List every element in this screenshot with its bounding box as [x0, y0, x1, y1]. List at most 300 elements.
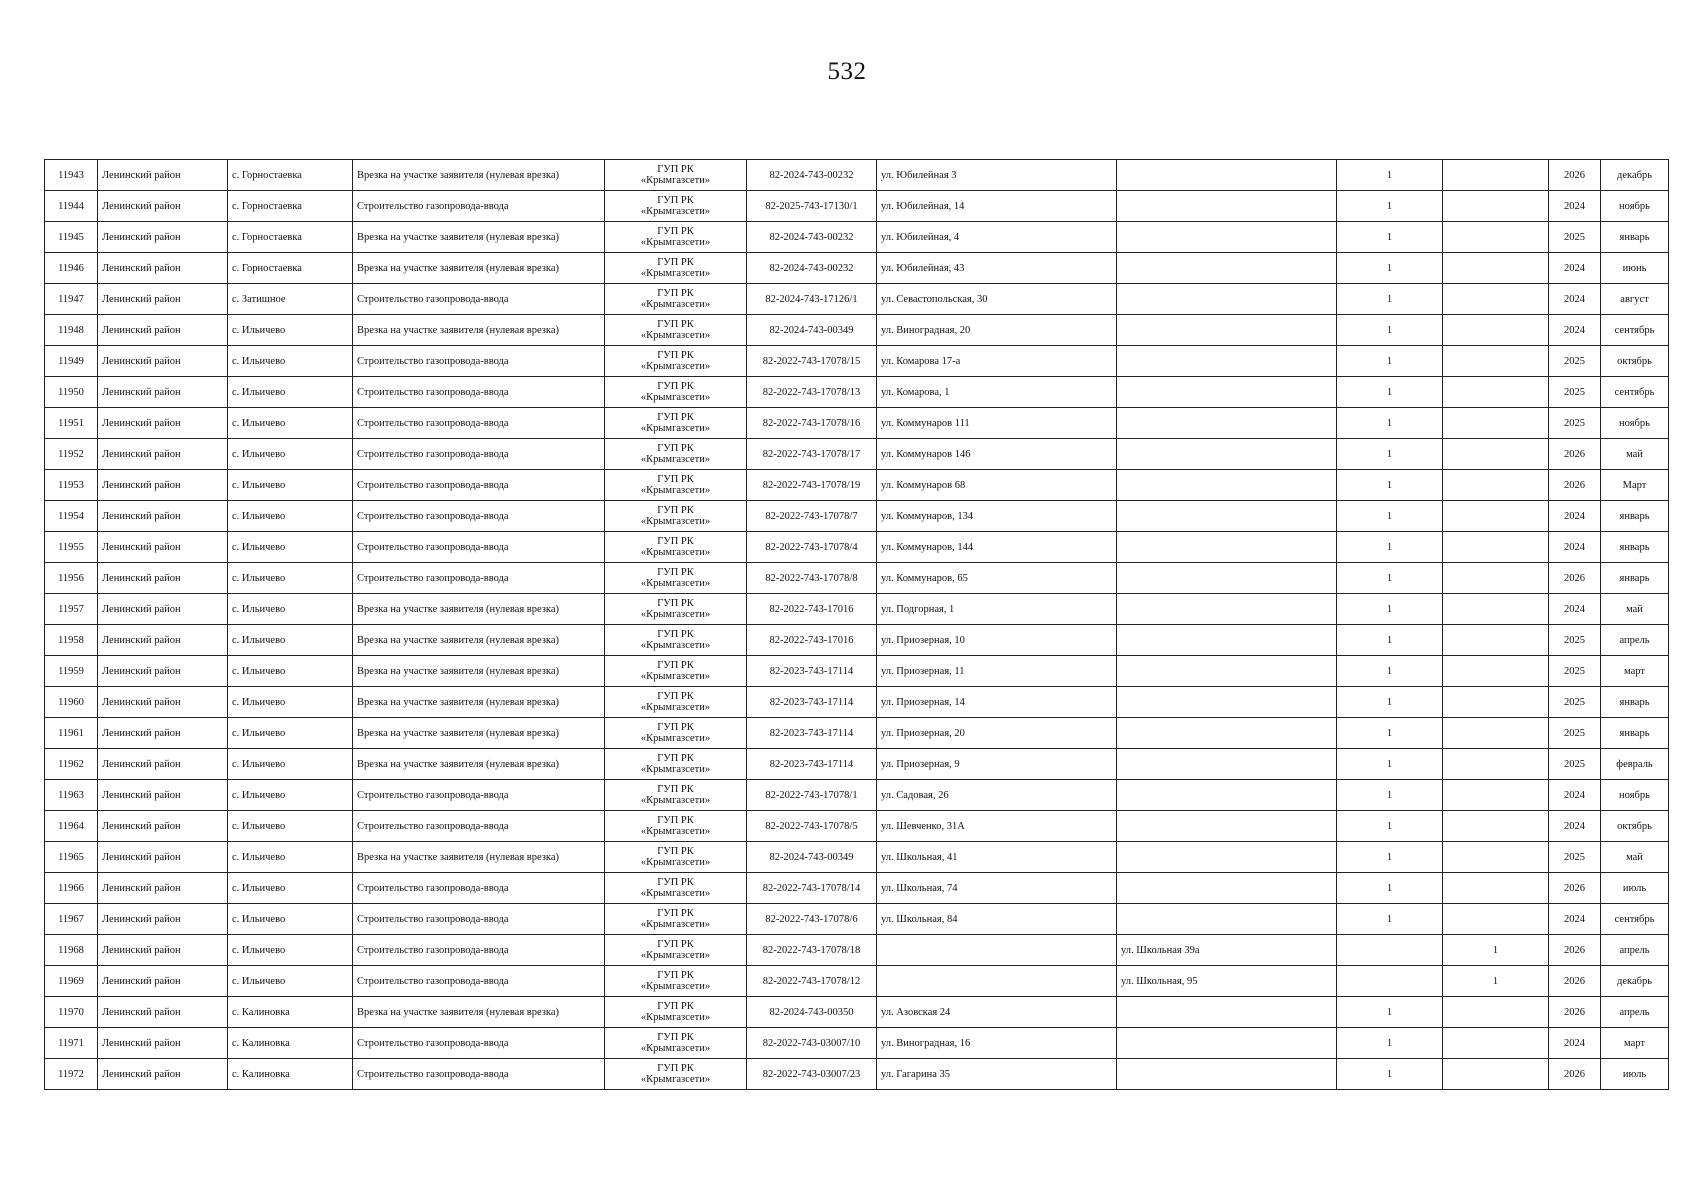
- row-number: 11968: [45, 935, 98, 966]
- quantity-cell: 1: [1337, 1028, 1443, 1059]
- quantity-alt-cell: [1443, 470, 1549, 501]
- district-cell: Ленинский район: [98, 1028, 228, 1059]
- quantity-alt-cell: [1443, 718, 1549, 749]
- organization-line-1: ГУП РК: [657, 815, 694, 826]
- organization-line-1: ГУП РК: [657, 536, 694, 547]
- organization-cell: [605, 470, 747, 501]
- address-alt-cell: [1117, 749, 1337, 780]
- table-row: [45, 904, 1669, 935]
- quantity-alt-cell: [1443, 904, 1549, 935]
- application-code-cell: 82-2022-743-17078/6: [747, 904, 877, 935]
- organization-cell: [605, 656, 747, 687]
- table-row: [45, 191, 1669, 222]
- table-row: [45, 997, 1669, 1028]
- address-cell: ул. Приозерная, 9: [877, 749, 1117, 780]
- work-type-cell: Строительство газопровода-ввода: [353, 346, 605, 377]
- organization-line-1: ГУП РК: [657, 908, 694, 919]
- quantity-alt-cell: [1443, 687, 1549, 718]
- organization-line-2: «Крымгазсети»: [640, 857, 711, 868]
- row-number: 11971: [45, 1028, 98, 1059]
- table-row: [45, 222, 1669, 253]
- settlement-cell: с. Ильичево: [228, 749, 353, 780]
- month-cell: январь: [1601, 222, 1669, 253]
- settlement-cell: с. Ильичево: [228, 501, 353, 532]
- year-cell: 2026: [1549, 1059, 1601, 1090]
- organization-line-1: ГУП РК: [657, 877, 694, 888]
- organization-cell: [605, 811, 747, 842]
- quantity-cell: 1: [1337, 191, 1443, 222]
- organization-cell: [605, 873, 747, 904]
- organization-line-1: ГУП РК: [657, 505, 694, 516]
- month-cell: октябрь: [1601, 811, 1669, 842]
- address-cell: ул. Юбилейная, 14: [877, 191, 1117, 222]
- application-code-cell: 82-2022-743-17078/15: [747, 346, 877, 377]
- organization-line-2: «Крымгазсети»: [640, 702, 711, 713]
- application-code-cell: 82-2024-743-17126/1: [747, 284, 877, 315]
- table-row: [45, 656, 1669, 687]
- district-cell: Ленинский район: [98, 501, 228, 532]
- table-row: [45, 253, 1669, 284]
- address-alt-cell: [1117, 594, 1337, 625]
- address-alt-cell: [1117, 315, 1337, 346]
- quantity-alt-cell: [1443, 315, 1549, 346]
- application-code-cell: 82-2024-743-00349: [747, 842, 877, 873]
- organization-line-1: ГУП РК: [657, 195, 694, 206]
- settlement-cell: с. Горностаевка: [228, 191, 353, 222]
- address-alt-cell: [1117, 842, 1337, 873]
- row-number: 11954: [45, 501, 98, 532]
- application-code-cell: 82-2023-743-17114: [747, 749, 877, 780]
- month-cell: апрель: [1601, 997, 1669, 1028]
- quantity-alt-cell: [1443, 594, 1549, 625]
- district-cell: Ленинский район: [98, 532, 228, 563]
- row-number: 11958: [45, 625, 98, 656]
- work-type-cell: Врезка на участке заявителя (нулевая врезка): [353, 842, 605, 873]
- organization-line-2: «Крымгазсети»: [640, 950, 711, 961]
- address-cell: ул. Гагарина 35: [877, 1059, 1117, 1090]
- organization-cell: [605, 842, 747, 873]
- application-code-cell: 82-2023-743-17114: [747, 656, 877, 687]
- organization-line-2: «Крымгазсети»: [640, 454, 711, 465]
- address-alt-cell: [1117, 377, 1337, 408]
- quantity-cell: 1: [1337, 346, 1443, 377]
- organization-line-1: ГУП РК: [657, 1001, 694, 1012]
- year-cell: 2026: [1549, 966, 1601, 997]
- row-number: 11955: [45, 532, 98, 563]
- district-cell: Ленинский район: [98, 563, 228, 594]
- year-cell: 2026: [1549, 563, 1601, 594]
- year-cell: 2024: [1549, 253, 1601, 284]
- organization-line-1: ГУП РК: [657, 753, 694, 764]
- address-alt-cell: [1117, 470, 1337, 501]
- organization-cell: [605, 749, 747, 780]
- organization-line-2: «Крымгазсети»: [640, 1012, 711, 1023]
- table-row: [45, 687, 1669, 718]
- month-cell: ноябрь: [1601, 408, 1669, 439]
- organization-cell: [605, 594, 747, 625]
- organization-line-1: ГУП РК: [657, 164, 694, 175]
- month-cell: апрель: [1601, 935, 1669, 966]
- district-cell: Ленинский район: [98, 873, 228, 904]
- organization-line-2: «Крымгазсети»: [640, 1074, 711, 1085]
- settlement-cell: с. Горностаевка: [228, 222, 353, 253]
- address-cell: ул. Коммунаров, 134: [877, 501, 1117, 532]
- quantity-cell: 1: [1337, 625, 1443, 656]
- quantity-alt-cell: [1443, 439, 1549, 470]
- table-row: [45, 780, 1669, 811]
- month-cell: январь: [1601, 501, 1669, 532]
- gasification-table: [44, 159, 1669, 1090]
- address-cell: ул. Приозерная, 20: [877, 718, 1117, 749]
- quantity-cell: 1: [1337, 315, 1443, 346]
- table-row: [45, 563, 1669, 594]
- month-cell: декабрь: [1601, 966, 1669, 997]
- quantity-cell: 1: [1337, 873, 1443, 904]
- application-code-cell: 82-2022-743-17016: [747, 594, 877, 625]
- application-code-cell: 82-2022-743-17078/13: [747, 377, 877, 408]
- address-alt-cell: [1117, 563, 1337, 594]
- year-cell: 2024: [1549, 811, 1601, 842]
- settlement-cell: с. Калиновка: [228, 1028, 353, 1059]
- organization-cell: [605, 222, 747, 253]
- row-number: 11972: [45, 1059, 98, 1090]
- quantity-cell: 1: [1337, 749, 1443, 780]
- row-number: 11965: [45, 842, 98, 873]
- organization-line-1: ГУП РК: [657, 970, 694, 981]
- organization-cell: [605, 718, 747, 749]
- address-alt-cell: [1117, 625, 1337, 656]
- application-code-cell: 82-2022-743-17078/14: [747, 873, 877, 904]
- quantity-cell: 1: [1337, 408, 1443, 439]
- row-number: 11970: [45, 997, 98, 1028]
- month-cell: сентябрь: [1601, 377, 1669, 408]
- quantity-alt-cell: [1443, 1028, 1549, 1059]
- month-cell: октябрь: [1601, 346, 1669, 377]
- year-cell: 2025: [1549, 656, 1601, 687]
- work-type-cell: Строительство газопровода-ввода: [353, 935, 605, 966]
- organization-line-2: «Крымгазсети»: [640, 237, 711, 248]
- settlement-cell: с. Ильичево: [228, 966, 353, 997]
- organization-cell: [605, 563, 747, 594]
- quantity-cell: 1: [1337, 222, 1443, 253]
- work-type-cell: Строительство газопровода-ввода: [353, 408, 605, 439]
- year-cell: 2025: [1549, 625, 1601, 656]
- quantity-cell: 1: [1337, 594, 1443, 625]
- year-cell: 2024: [1549, 532, 1601, 563]
- month-cell: ноябрь: [1601, 780, 1669, 811]
- settlement-cell: с. Ильичево: [228, 377, 353, 408]
- quantity-alt-cell: [1443, 563, 1549, 594]
- address-alt-cell: [1117, 191, 1337, 222]
- application-code-cell: 82-2022-743-17078/7: [747, 501, 877, 532]
- table-row: [45, 284, 1669, 315]
- district-cell: Ленинский район: [98, 1059, 228, 1090]
- month-cell: декабрь: [1601, 160, 1669, 191]
- organization-line-1: ГУП РК: [657, 722, 694, 733]
- address-alt-cell: [1117, 811, 1337, 842]
- quantity-cell: 1: [1337, 656, 1443, 687]
- application-code-cell: 82-2022-743-17078/17: [747, 439, 877, 470]
- district-cell: Ленинский район: [98, 470, 228, 501]
- row-number: 11952: [45, 439, 98, 470]
- address-alt-cell: [1117, 222, 1337, 253]
- table-row: [45, 718, 1669, 749]
- address-alt-cell: [1117, 718, 1337, 749]
- quantity-cell: 1: [1337, 284, 1443, 315]
- organization-cell: [605, 532, 747, 563]
- work-type-cell: Врезка на участке заявителя (нулевая врезка): [353, 253, 605, 284]
- settlement-cell: с. Ильичево: [228, 470, 353, 501]
- work-type-cell: Врезка на участке заявителя (нулевая врезка): [353, 222, 605, 253]
- row-number: 11964: [45, 811, 98, 842]
- quantity-cell: 1: [1337, 563, 1443, 594]
- settlement-cell: с. Ильичево: [228, 439, 353, 470]
- settlement-cell: с. Ильичево: [228, 718, 353, 749]
- organization-line-1: ГУП РК: [657, 939, 694, 950]
- organization-line-2: «Крымгазсети»: [640, 919, 711, 930]
- year-cell: 2025: [1549, 222, 1601, 253]
- address-cell: ул. Коммунаров, 65: [877, 563, 1117, 594]
- district-cell: Ленинский район: [98, 904, 228, 935]
- address-cell: ул. Приозерная, 11: [877, 656, 1117, 687]
- organization-line-1: ГУП РК: [657, 319, 694, 330]
- row-number: 11945: [45, 222, 98, 253]
- organization-line-1: ГУП РК: [657, 288, 694, 299]
- application-code-cell: 82-2022-743-17078/4: [747, 532, 877, 563]
- application-code-cell: 82-2024-743-00350: [747, 997, 877, 1028]
- year-cell: 2024: [1549, 501, 1601, 532]
- organization-line-1: ГУП РК: [657, 784, 694, 795]
- year-cell: 2024: [1549, 191, 1601, 222]
- row-number: 11956: [45, 563, 98, 594]
- table-body: [45, 160, 1669, 1090]
- table-row: [45, 408, 1669, 439]
- work-type-cell: Строительство газопровода-ввода: [353, 563, 605, 594]
- organization-cell: [605, 160, 747, 191]
- month-cell: январь: [1601, 718, 1669, 749]
- table-row: [45, 594, 1669, 625]
- quantity-alt-cell: [1443, 656, 1549, 687]
- organization-cell: [605, 346, 747, 377]
- address-cell: ул. Комарова, 1: [877, 377, 1117, 408]
- address-cell: ул. Виноградная, 20: [877, 315, 1117, 346]
- organization-cell: [605, 501, 747, 532]
- district-cell: Ленинский район: [98, 935, 228, 966]
- organization-line-2: «Крымгазсети»: [640, 485, 711, 496]
- work-type-cell: Строительство газопровода-ввода: [353, 470, 605, 501]
- month-cell: январь: [1601, 563, 1669, 594]
- quantity-alt-cell: [1443, 842, 1549, 873]
- settlement-cell: с. Калиновка: [228, 997, 353, 1028]
- organization-cell: [605, 966, 747, 997]
- work-type-cell: Строительство газопровода-ввода: [353, 1028, 605, 1059]
- quantity-alt-cell: [1443, 191, 1549, 222]
- quantity-cell: 1: [1337, 501, 1443, 532]
- settlement-cell: с. Ильичево: [228, 315, 353, 346]
- row-number: 11961: [45, 718, 98, 749]
- quantity-alt-cell: [1443, 1059, 1549, 1090]
- month-cell: август: [1601, 284, 1669, 315]
- application-code-cell: 82-2024-743-00232: [747, 222, 877, 253]
- work-type-cell: Строительство газопровода-ввода: [353, 191, 605, 222]
- row-number: 11944: [45, 191, 98, 222]
- district-cell: Ленинский район: [98, 253, 228, 284]
- organization-line-1: ГУП РК: [657, 350, 694, 361]
- page-number: 532: [827, 58, 867, 85]
- quantity-alt-cell: [1443, 749, 1549, 780]
- table-row: [45, 811, 1669, 842]
- work-type-cell: Строительство газопровода-ввода: [353, 532, 605, 563]
- month-cell: март: [1601, 1028, 1669, 1059]
- organization-cell: [605, 253, 747, 284]
- quantity-alt-cell: [1443, 253, 1549, 284]
- address-alt-cell: [1117, 284, 1337, 315]
- organization-line-2: «Крымгазсети»: [640, 795, 711, 806]
- organization-line-1: ГУП РК: [657, 381, 694, 392]
- address-cell: ул. Садовая, 26: [877, 780, 1117, 811]
- organization-line-2: «Крымгазсети»: [640, 671, 711, 682]
- district-cell: Ленинский район: [98, 315, 228, 346]
- address-alt-cell: [1117, 780, 1337, 811]
- work-type-cell: Строительство газопровода-ввода: [353, 284, 605, 315]
- row-number: 11953: [45, 470, 98, 501]
- organization-line-1: ГУП РК: [657, 567, 694, 578]
- year-cell: 2025: [1549, 687, 1601, 718]
- organization-line-2: «Крымгазсети»: [640, 516, 711, 527]
- month-cell: июнь: [1601, 253, 1669, 284]
- quantity-alt-cell: [1443, 625, 1549, 656]
- district-cell: Ленинский район: [98, 997, 228, 1028]
- address-cell: ул. Школьная, 41: [877, 842, 1117, 873]
- quantity-cell: [1337, 966, 1443, 997]
- settlement-cell: с. Ильичево: [228, 408, 353, 439]
- address-alt-cell: [1117, 160, 1337, 191]
- quantity-cell: 1: [1337, 160, 1443, 191]
- year-cell: 2026: [1549, 873, 1601, 904]
- address-cell: ул. Юбилейная, 43: [877, 253, 1117, 284]
- district-cell: Ленинский район: [98, 966, 228, 997]
- work-type-cell: Строительство газопровода-ввода: [353, 501, 605, 532]
- application-code-cell: 82-2024-743-00232: [747, 253, 877, 284]
- address-alt-cell: [1117, 997, 1337, 1028]
- quantity-cell: 1: [1337, 1059, 1443, 1090]
- work-type-cell: Строительство газопровода-ввода: [353, 439, 605, 470]
- application-code-cell: 82-2022-743-17078/19: [747, 470, 877, 501]
- organization-line-2: «Крымгазсети»: [640, 764, 711, 775]
- table-row: [45, 315, 1669, 346]
- year-cell: 2025: [1549, 408, 1601, 439]
- address-cell: ул. Коммунаров 146: [877, 439, 1117, 470]
- organization-line-2: «Крымгазсети»: [640, 361, 711, 372]
- quantity-alt-cell: 1: [1443, 966, 1549, 997]
- address-cell: ул. Приозерная, 14: [877, 687, 1117, 718]
- quantity-alt-cell: [1443, 408, 1549, 439]
- organization-line-2: «Крымгазсети»: [640, 206, 711, 217]
- quantity-alt-cell: [1443, 811, 1549, 842]
- application-code-cell: 82-2022-743-17078/16: [747, 408, 877, 439]
- year-cell: 2024: [1549, 315, 1601, 346]
- district-cell: Ленинский район: [98, 284, 228, 315]
- quantity-alt-cell: [1443, 532, 1549, 563]
- application-code-cell: 82-2024-743-00349: [747, 315, 877, 346]
- quantity-cell: 1: [1337, 997, 1443, 1028]
- row-number: 11943: [45, 160, 98, 191]
- application-code-cell: 82-2022-743-17078/5: [747, 811, 877, 842]
- organization-line-1: ГУП РК: [657, 629, 694, 640]
- organization-cell: [605, 191, 747, 222]
- district-cell: Ленинский район: [98, 439, 228, 470]
- address-alt-cell: ул. Школьная, 95: [1117, 966, 1337, 997]
- quantity-cell: 1: [1337, 780, 1443, 811]
- row-number: 11946: [45, 253, 98, 284]
- organization-cell: [605, 1028, 747, 1059]
- quantity-cell: 1: [1337, 718, 1443, 749]
- district-cell: Ленинский район: [98, 408, 228, 439]
- district-cell: Ленинский район: [98, 160, 228, 191]
- organization-cell: [605, 997, 747, 1028]
- address-cell: ул. Шевченко, 31А: [877, 811, 1117, 842]
- organization-line-2: «Крымгазсети»: [640, 547, 711, 558]
- address-alt-cell: [1117, 1028, 1337, 1059]
- work-type-cell: Врезка на участке заявителя (нулевая врезка): [353, 160, 605, 191]
- application-code-cell: 82-2022-743-17078/18: [747, 935, 877, 966]
- organization-line-2: «Крымгазсети»: [640, 733, 711, 744]
- quantity-cell: 1: [1337, 842, 1443, 873]
- address-alt-cell: [1117, 1059, 1337, 1090]
- organization-line-1: ГУП РК: [657, 598, 694, 609]
- month-cell: июль: [1601, 873, 1669, 904]
- address-alt-cell: [1117, 439, 1337, 470]
- district-cell: Ленинский район: [98, 718, 228, 749]
- year-cell: 2024: [1549, 284, 1601, 315]
- year-cell: 2024: [1549, 594, 1601, 625]
- organization-line-1: ГУП РК: [657, 660, 694, 671]
- organization-line-2: «Крымгазсети»: [640, 299, 711, 310]
- work-type-cell: Врезка на участке заявителя (нулевая врезка): [353, 687, 605, 718]
- organization-cell: [605, 408, 747, 439]
- address-cell: ул. Коммунаров 111: [877, 408, 1117, 439]
- application-code-cell: 82-2022-743-03007/10: [747, 1028, 877, 1059]
- address-alt-cell: [1117, 656, 1337, 687]
- row-number: 11966: [45, 873, 98, 904]
- address-cell: ул. Севастопольская, 30: [877, 284, 1117, 315]
- table-row: [45, 470, 1669, 501]
- row-number: 11950: [45, 377, 98, 408]
- work-type-cell: Врезка на участке заявителя (нулевая врезка): [353, 656, 605, 687]
- address-alt-cell: [1117, 501, 1337, 532]
- organization-line-2: «Крымгазсети»: [640, 175, 711, 186]
- work-type-cell: Врезка на участке заявителя (нулевая врезка): [353, 749, 605, 780]
- organization-line-1: ГУП РК: [657, 257, 694, 268]
- address-cell: ул. Коммунаров, 144: [877, 532, 1117, 563]
- address-alt-cell: ул. Школьная 39а: [1117, 935, 1337, 966]
- table-row: [45, 935, 1669, 966]
- quantity-cell: 1: [1337, 532, 1443, 563]
- organization-cell: [605, 625, 747, 656]
- organization-line-1: ГУП РК: [657, 1032, 694, 1043]
- quantity-cell: [1337, 935, 1443, 966]
- address-cell: ул. Приозерная, 10: [877, 625, 1117, 656]
- year-cell: 2026: [1549, 935, 1601, 966]
- organization-line-1: ГУП РК: [657, 1063, 694, 1074]
- year-cell: 2025: [1549, 842, 1601, 873]
- row-number: 11962: [45, 749, 98, 780]
- settlement-cell: с. Ильичево: [228, 346, 353, 377]
- organization-line-1: ГУП РК: [657, 474, 694, 485]
- address-cell: ул. Виноградная, 16: [877, 1028, 1117, 1059]
- district-cell: Ленинский район: [98, 346, 228, 377]
- row-number: 11949: [45, 346, 98, 377]
